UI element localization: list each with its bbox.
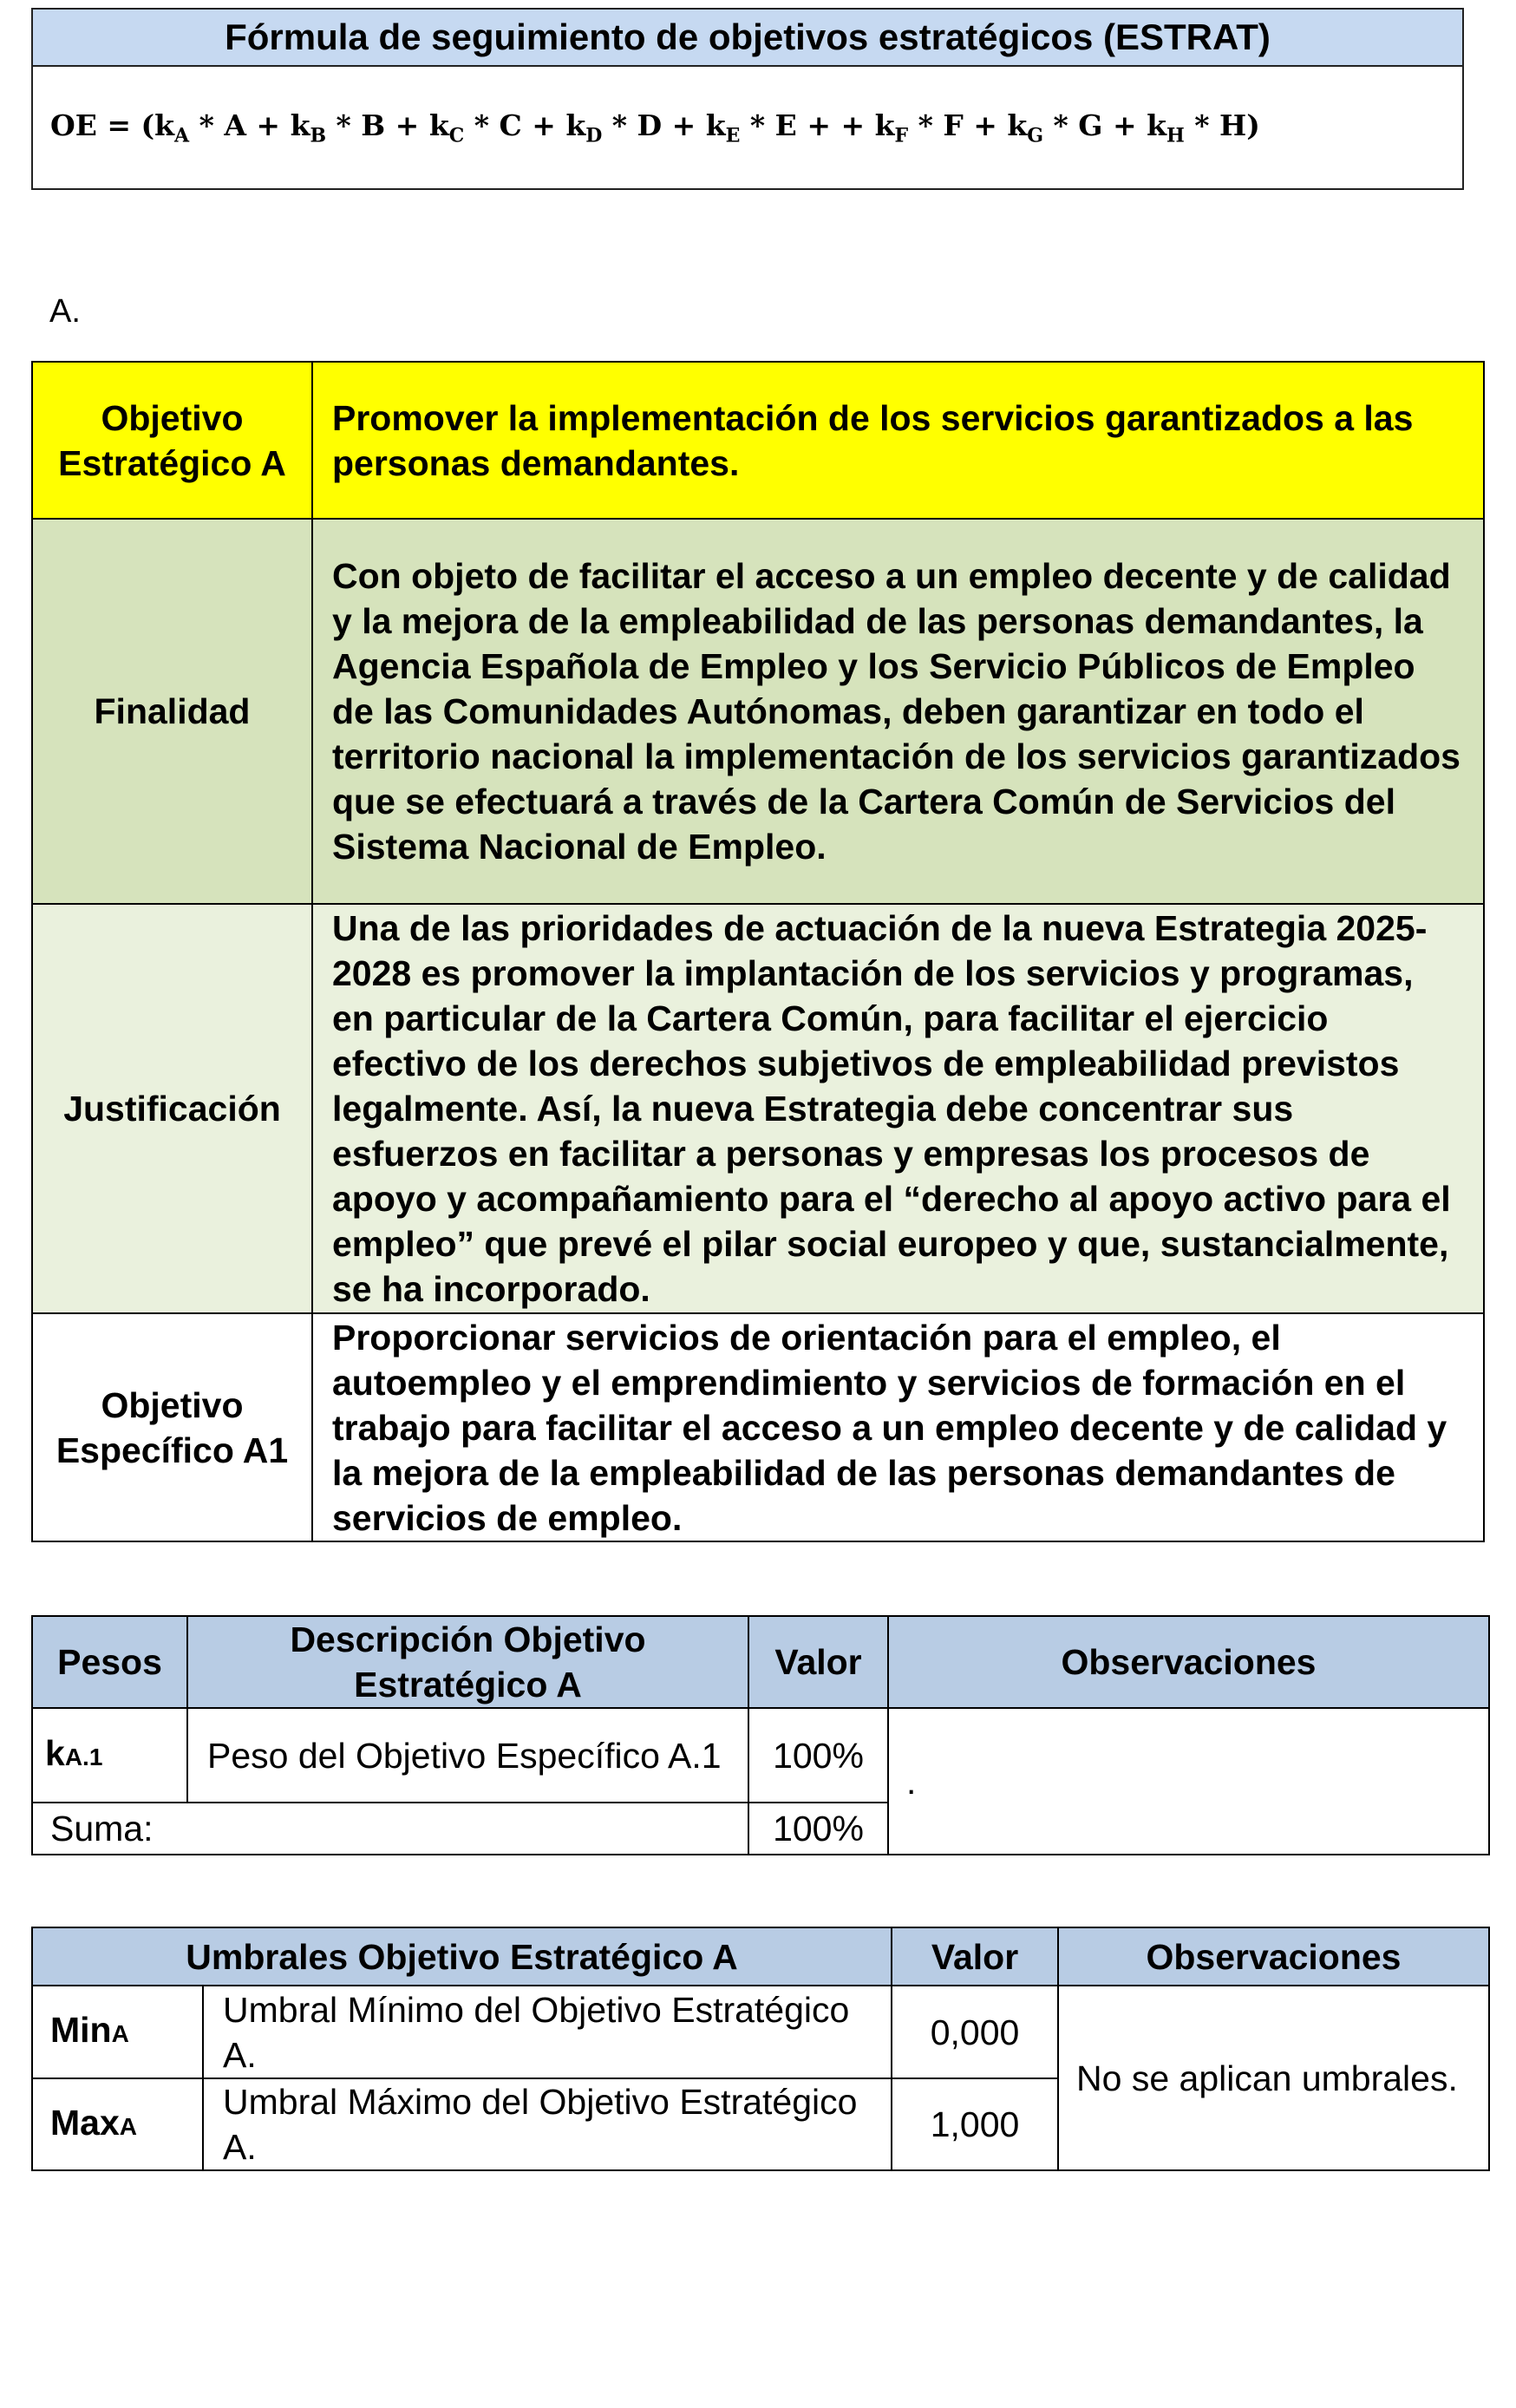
weight-description: Peso del Objetivo Específico A.1 [187, 1708, 748, 1803]
specific-objective-label: Objetivo Específico A1 [32, 1313, 312, 1541]
header-observaciones: Observaciones [1058, 1927, 1489, 1986]
header-pesos: Pesos [32, 1616, 187, 1708]
formula-term: $k_C$ * C + [428, 108, 566, 147]
sum-value: 100% [748, 1803, 888, 1855]
max-description: Umbral Máximo del Objetivo Estratégico A. [203, 2078, 892, 2170]
specific-objective-text: Proporcionar servicios de orientación para el empleo, el autoempleo y el emprendimiento y servicios de formación en el trabajo para facilitar el acceso a un empleo decente y de calidad y la mejora de la empleabilidad de las personas demandantes de servicios de empleo. [312, 1313, 1484, 1541]
weights-table [31, 1615, 1490, 1855]
formula-term: $k_B$ * B + [290, 108, 429, 147]
max-code: MaxA [32, 2078, 203, 2170]
weight-code: kA.1 [32, 1708, 187, 1803]
threshold-observations: No se aplican umbrales. [1058, 1986, 1489, 2170]
sum-label: Suma: [32, 1803, 748, 1855]
formula-lhs: OE = ( [50, 108, 155, 142]
formula-term: $k_F$ * F + [874, 108, 1008, 147]
justificacion-text: Una de las prioridades de actuación de la nueva Estrategia 2025-2028 es promover la implantación de los servicios y programas, en particular de la Cartera Común, para facilitar el ejercicio efectivo de los derechos subjetivos de empleabilidad previstos legalmente. Así, la nueva Estrategia debe concentrar sus esfuerzos en facilitar a personas y empresas los procesos de apoyo y acompañamiento para el “derecho al apoyo activo para el empleo” que prevé el pilar social europeo y que, sustancialmente, se ha incorporado. [312, 904, 1484, 1313]
formula-table [31, 8, 1464, 190]
max-value: 1,000 [892, 2078, 1058, 2170]
min-code: MinA [32, 1986, 203, 2078]
objective-text: Promover la implementación de los servicios garantizados a las personas demandantes. [312, 362, 1484, 519]
weight-value: 100% [748, 1708, 888, 1803]
weight-observations: . [888, 1708, 1489, 1855]
objective-label: Objetivo Estratégico A [32, 362, 312, 519]
formula-title: Fórmula de seguimiento de objetivos estratégicos (ESTRAT) [32, 9, 1463, 66]
min-description: Umbral Mínimo del Objetivo Estratégico A. [203, 1986, 892, 2078]
header-observaciones: Observaciones [888, 1616, 1489, 1708]
header-umbrales: Umbrales Objetivo Estratégico A [32, 1927, 892, 1986]
formula-term: $k_A$ * A + [154, 108, 291, 147]
thresholds-table [31, 1927, 1490, 2171]
finalidad-text: Con objeto de facilitar el acceso a un empleo decente y de calidad y la mejora de la empleabilidad de las personas demandantes, la Agencia Española de Empleo y los Servicio Públicos de Empleo de las Comunidades Autónomas, deben garantizar en todo el territorio nacional la implementación de los servicios garantizados que se efectuará a través de la Cartera Común de Servicios del Sistema Nacional de Empleo. [312, 519, 1484, 904]
formula [32, 66, 1463, 189]
header-valor: Valor [748, 1616, 888, 1708]
formula-term: $k_G$ * G + [1007, 108, 1147, 147]
formula-term: $k_D$ * D + [565, 108, 706, 147]
formula-term: $k_H * H$) [1147, 108, 1260, 147]
min-value: 0,000 [892, 1986, 1058, 2078]
header-valor: Valor [892, 1927, 1058, 1986]
header-descripcion: Descripción Objetivo Estratégico A [187, 1616, 748, 1708]
section-label: A. [49, 293, 81, 330]
justificacion-label: Justificación [32, 904, 312, 1313]
objective-table [31, 361, 1485, 1542]
formula-term: $k_E$ * E + + [705, 108, 875, 147]
finalidad-label: Finalidad [32, 519, 312, 904]
